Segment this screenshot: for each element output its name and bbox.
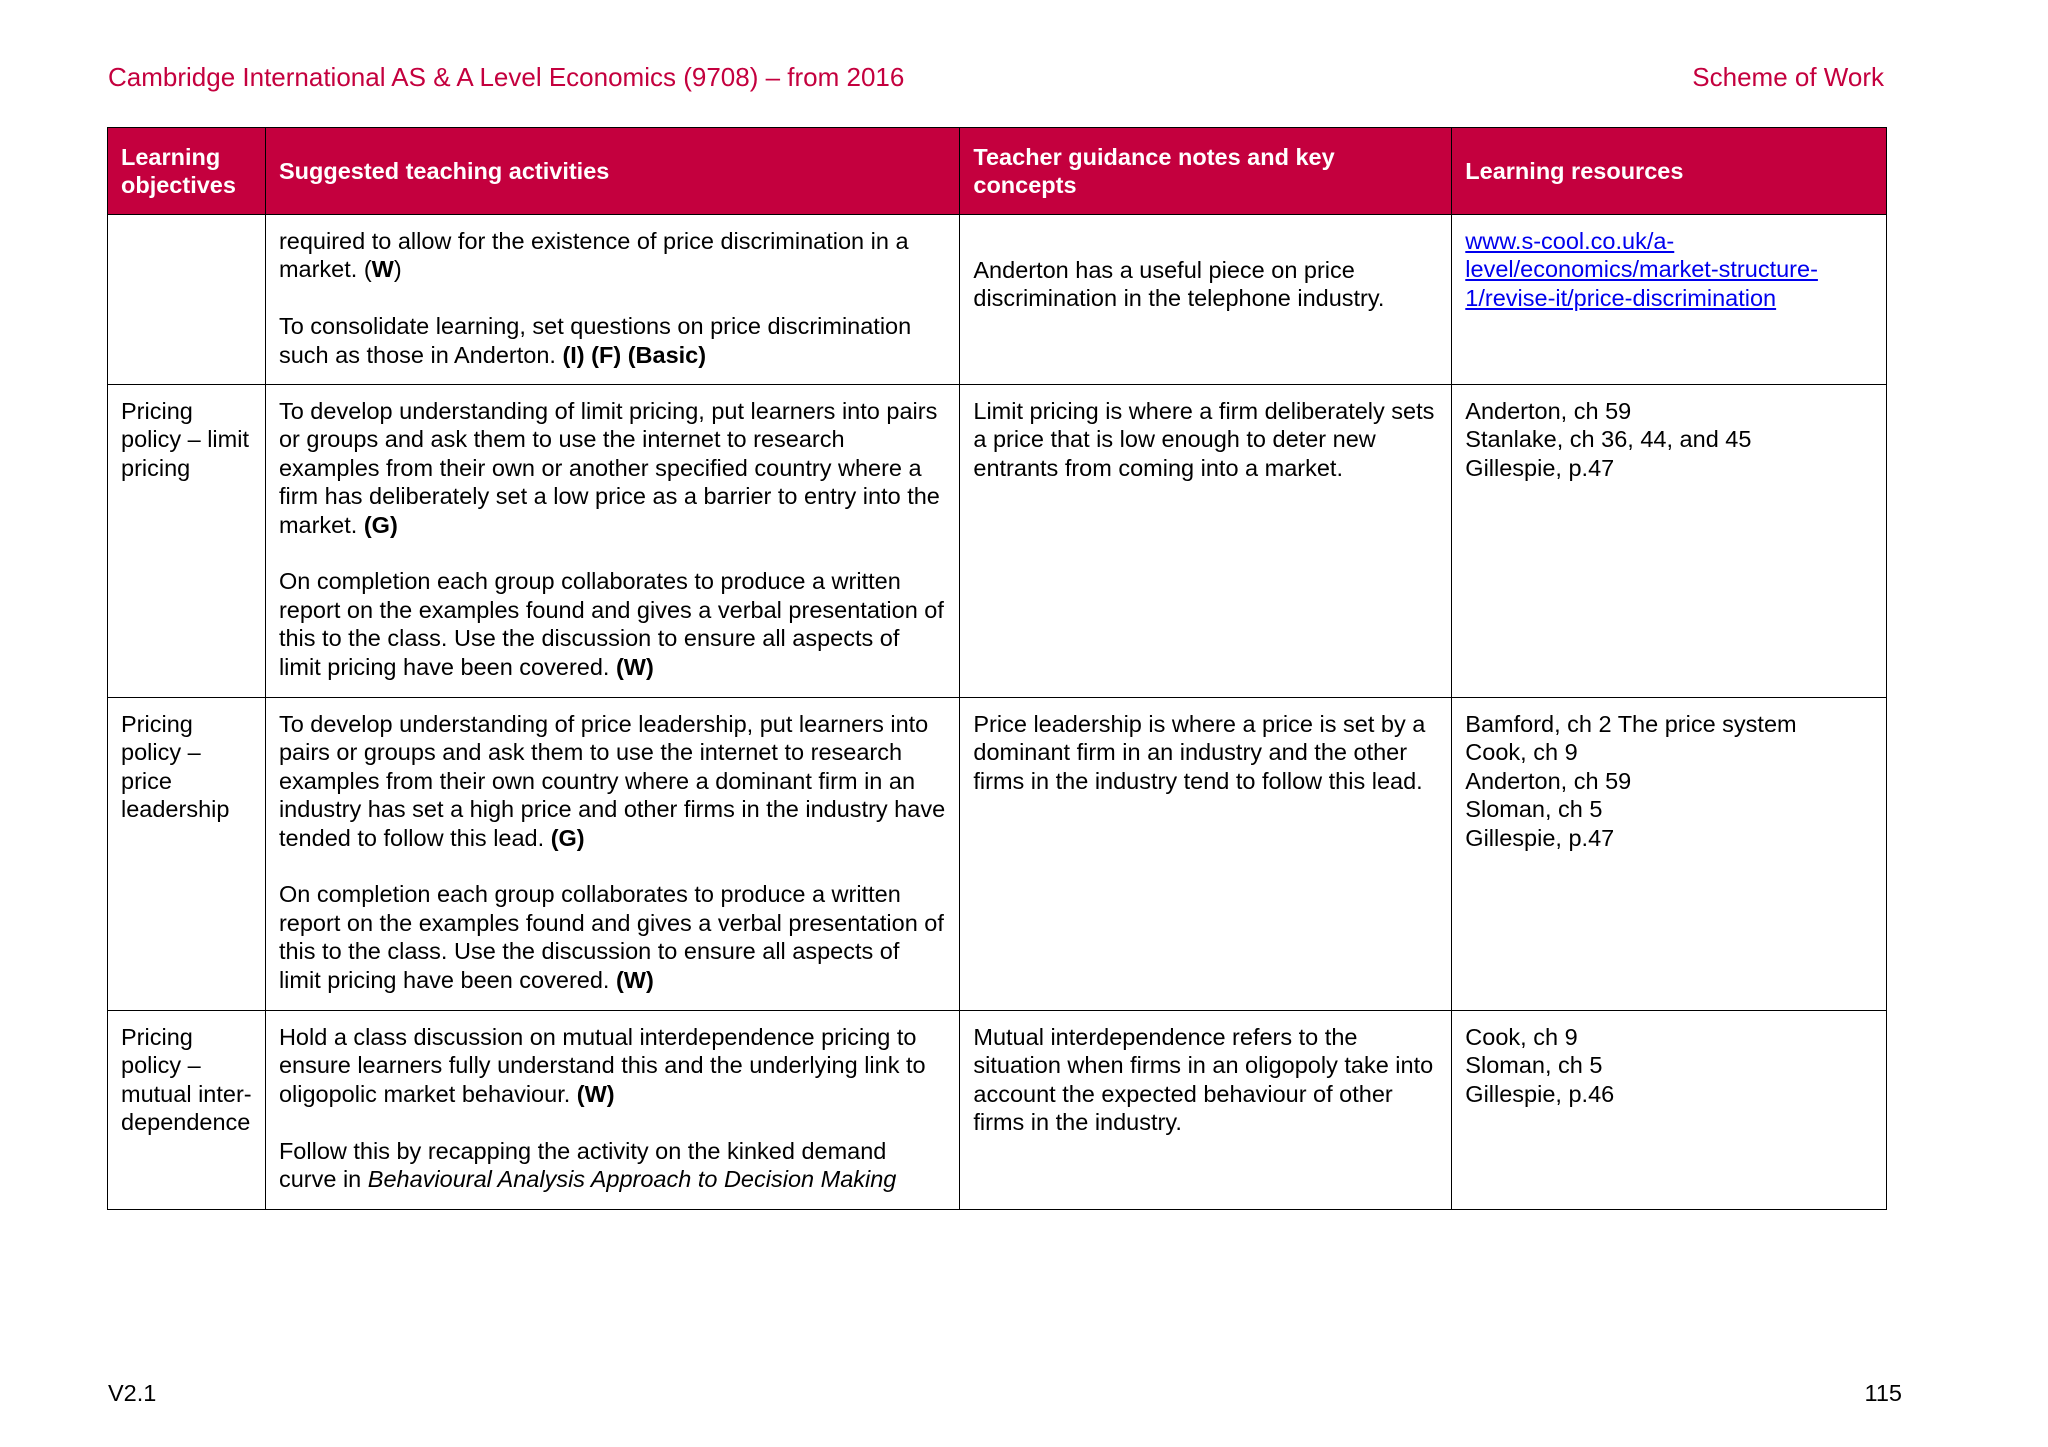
resource-item: Gillespie, p.46 [1465, 1080, 1615, 1107]
guidance-cell: Mutual interdependence refers to the situation when firms in an oligopoly take into account the expected behaviour of other firms in the industry. [960, 1011, 1452, 1210]
page-number: 115 [1864, 1380, 1902, 1406]
resource-item: Cook, ch 9 [1465, 1024, 1578, 1050]
guidance-cell: Limit pricing is where a firm deliberately sets a price that is low enough to deter new entrants from coming into a market. [960, 385, 1452, 698]
activities-cell [265, 385, 959, 698]
objective-cell: Pricing policy – price leadership [108, 698, 266, 1011]
objective-cell: Pricing policy – limit pricing [108, 385, 266, 698]
guidance-cell: Anderton has a useful piece on price discrimination in the telephone industry. [960, 215, 1452, 385]
activity-paragraph: On completion each group collaborates to produce a written report on the examples found and gives a verbal presentation of this to the class. Use the discussion to ensure all aspects of limit pricing have been covered. (W) [278, 568, 944, 680]
activity-paragraph: Follow this by recapping the activity on the kinked demand curve in Behavioural Analysis Approach to Decision Making [278, 1137, 897, 1193]
resource-item: Sloman, ch 5 [1465, 1052, 1603, 1079]
resource-item: Stanlake, ch 36, 44, and 45 [1465, 426, 1752, 453]
activities-cell [265, 1011, 959, 1210]
resources-cell [1452, 215, 1887, 385]
column-header-objectives: Learning objectives [108, 128, 266, 215]
table-header-row [108, 128, 1887, 215]
resource-item: Gillespie, p.47 [1465, 454, 1615, 481]
column-header-resources: Learning resources [1452, 128, 1887, 215]
activity-paragraph: required to allow for the existence of price discrimination in a market. (W) [278, 228, 909, 283]
activity-paragraph: On completion each group collaborates to produce a written report on the examples found and gives a verbal presentation of this to the class. Use the discussion to ensure all aspects of limit pricing have been covered. (W) [278, 881, 944, 993]
table-row [108, 385, 1887, 698]
table-row [108, 1011, 1887, 1210]
column-header-activities: Suggested teaching activities [265, 128, 959, 215]
resource-item: Cook, ch 9 [1465, 739, 1578, 766]
table-row [108, 698, 1887, 1011]
resources-cell [1452, 1011, 1887, 1210]
resource-link[interactable]: www.s-cool.co.uk/a-level/economics/market-structure-1/revise-it/price-discrimination [1465, 228, 1818, 311]
column-header-guidance: Teacher guidance notes and key concepts [960, 128, 1452, 215]
scheme-of-work-table [107, 127, 1887, 1210]
activity-paragraph: To develop understanding of price leadership, put learners into pairs or groups and ask them to use the internet to research examples from their own country where a dominant firm in an industry has set a high price and other firms in the industry have tended to follow this lead. (G) [278, 711, 946, 851]
resources-cell [1452, 385, 1887, 698]
resources-cell [1452, 698, 1887, 1011]
resource-item: Anderton, ch 59 [1465, 767, 1632, 794]
activities-cell [265, 215, 959, 385]
section-title: Scheme of Work [1692, 62, 1884, 92]
objective-cell [108, 215, 266, 385]
activity-paragraph: To consolidate learning, set questions on price discrimination such as those in Anderton. (I) (F) (Basic) [278, 313, 912, 368]
resource-item: Anderton, ch 59 [1465, 398, 1632, 424]
resource-item: Sloman, ch 5 [1465, 796, 1603, 823]
resource-item: Bamford, ch 2 The price system [1465, 711, 1797, 737]
activities-cell [265, 698, 959, 1011]
objective-cell: Pricing policy – mutual inter-dependence [108, 1011, 266, 1210]
table-row [108, 215, 1887, 385]
document-title: Cambridge International AS & A Level Economics (9708) – from 2016 [108, 62, 905, 92]
resource-item: Gillespie, p.47 [1465, 824, 1615, 851]
activity-paragraph: Hold a class discussion on mutual interdependence pricing to ensure learners fully understand this and the underlying link to oligopolic market behaviour. (W) [278, 1024, 926, 1107]
guidance-cell: Price leadership is where a price is set by a dominant firm in an industry and the other firms in the industry tend to follow this lead. [960, 698, 1452, 1011]
version-label: V2.1 [108, 1380, 157, 1406]
activity-paragraph: To develop understanding of limit pricing, put learners into pairs or groups and ask them to use the internet to research examples from their own or another specified country where a firm has deliberately set a low price as a barrier to entry into the market. (G) [278, 398, 940, 538]
